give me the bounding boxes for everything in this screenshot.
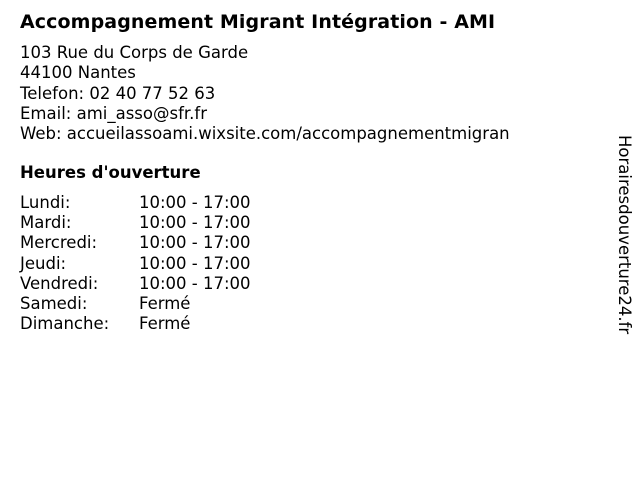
day-hours: Fermé	[139, 314, 191, 334]
hours-row-wednesday	[20, 233, 251, 253]
address-city: 44100 Nantes	[20, 63, 136, 83]
business-name: Accompagnement Migrant Intégration - AMI	[20, 11, 496, 33]
contact-block	[20, 43, 510, 144]
hours-row-sunday	[20, 314, 251, 334]
website-line: Web: accueilassoami.wixsite.com/accompagnementmigran	[20, 124, 510, 144]
day-label: Mardi:	[20, 213, 72, 233]
hours-row-monday	[20, 193, 251, 213]
hours-row-friday	[20, 274, 251, 294]
address-street: 103 Rue du Corps de Garde	[20, 43, 249, 62]
opening-hours-heading: Heures d'ouverture	[20, 163, 201, 182]
email-line: Email: ami_asso@sfr.fr	[20, 103, 208, 123]
day-hours: 10:00 - 17:00	[139, 193, 251, 212]
phone-line: Telefon: 02 40 77 52 63	[20, 83, 216, 103]
day-label: Mercredi:	[20, 233, 98, 253]
hours-row-thursday	[20, 254, 251, 274]
day-label: Dimanche:	[20, 314, 110, 334]
hours-row-saturday	[20, 294, 251, 314]
site-watermark: Horairesdouverture24.fr	[615, 135, 634, 335]
hours-row-tuesday	[20, 213, 251, 233]
day-hours: 10:00 - 17:00	[139, 213, 251, 233]
day-label: Samedi:	[20, 293, 88, 313]
day-hours: 10:00 - 17:00	[139, 253, 251, 273]
opening-hours-table	[20, 193, 251, 334]
day-label: Vendredi:	[20, 273, 99, 293]
day-hours: 10:00 - 17:00	[139, 233, 251, 253]
day-label: Lundi:	[20, 193, 71, 212]
day-label: Jeudi:	[20, 253, 67, 273]
day-hours: 10:00 - 17:00	[139, 273, 251, 293]
day-hours: Fermé	[139, 293, 191, 313]
